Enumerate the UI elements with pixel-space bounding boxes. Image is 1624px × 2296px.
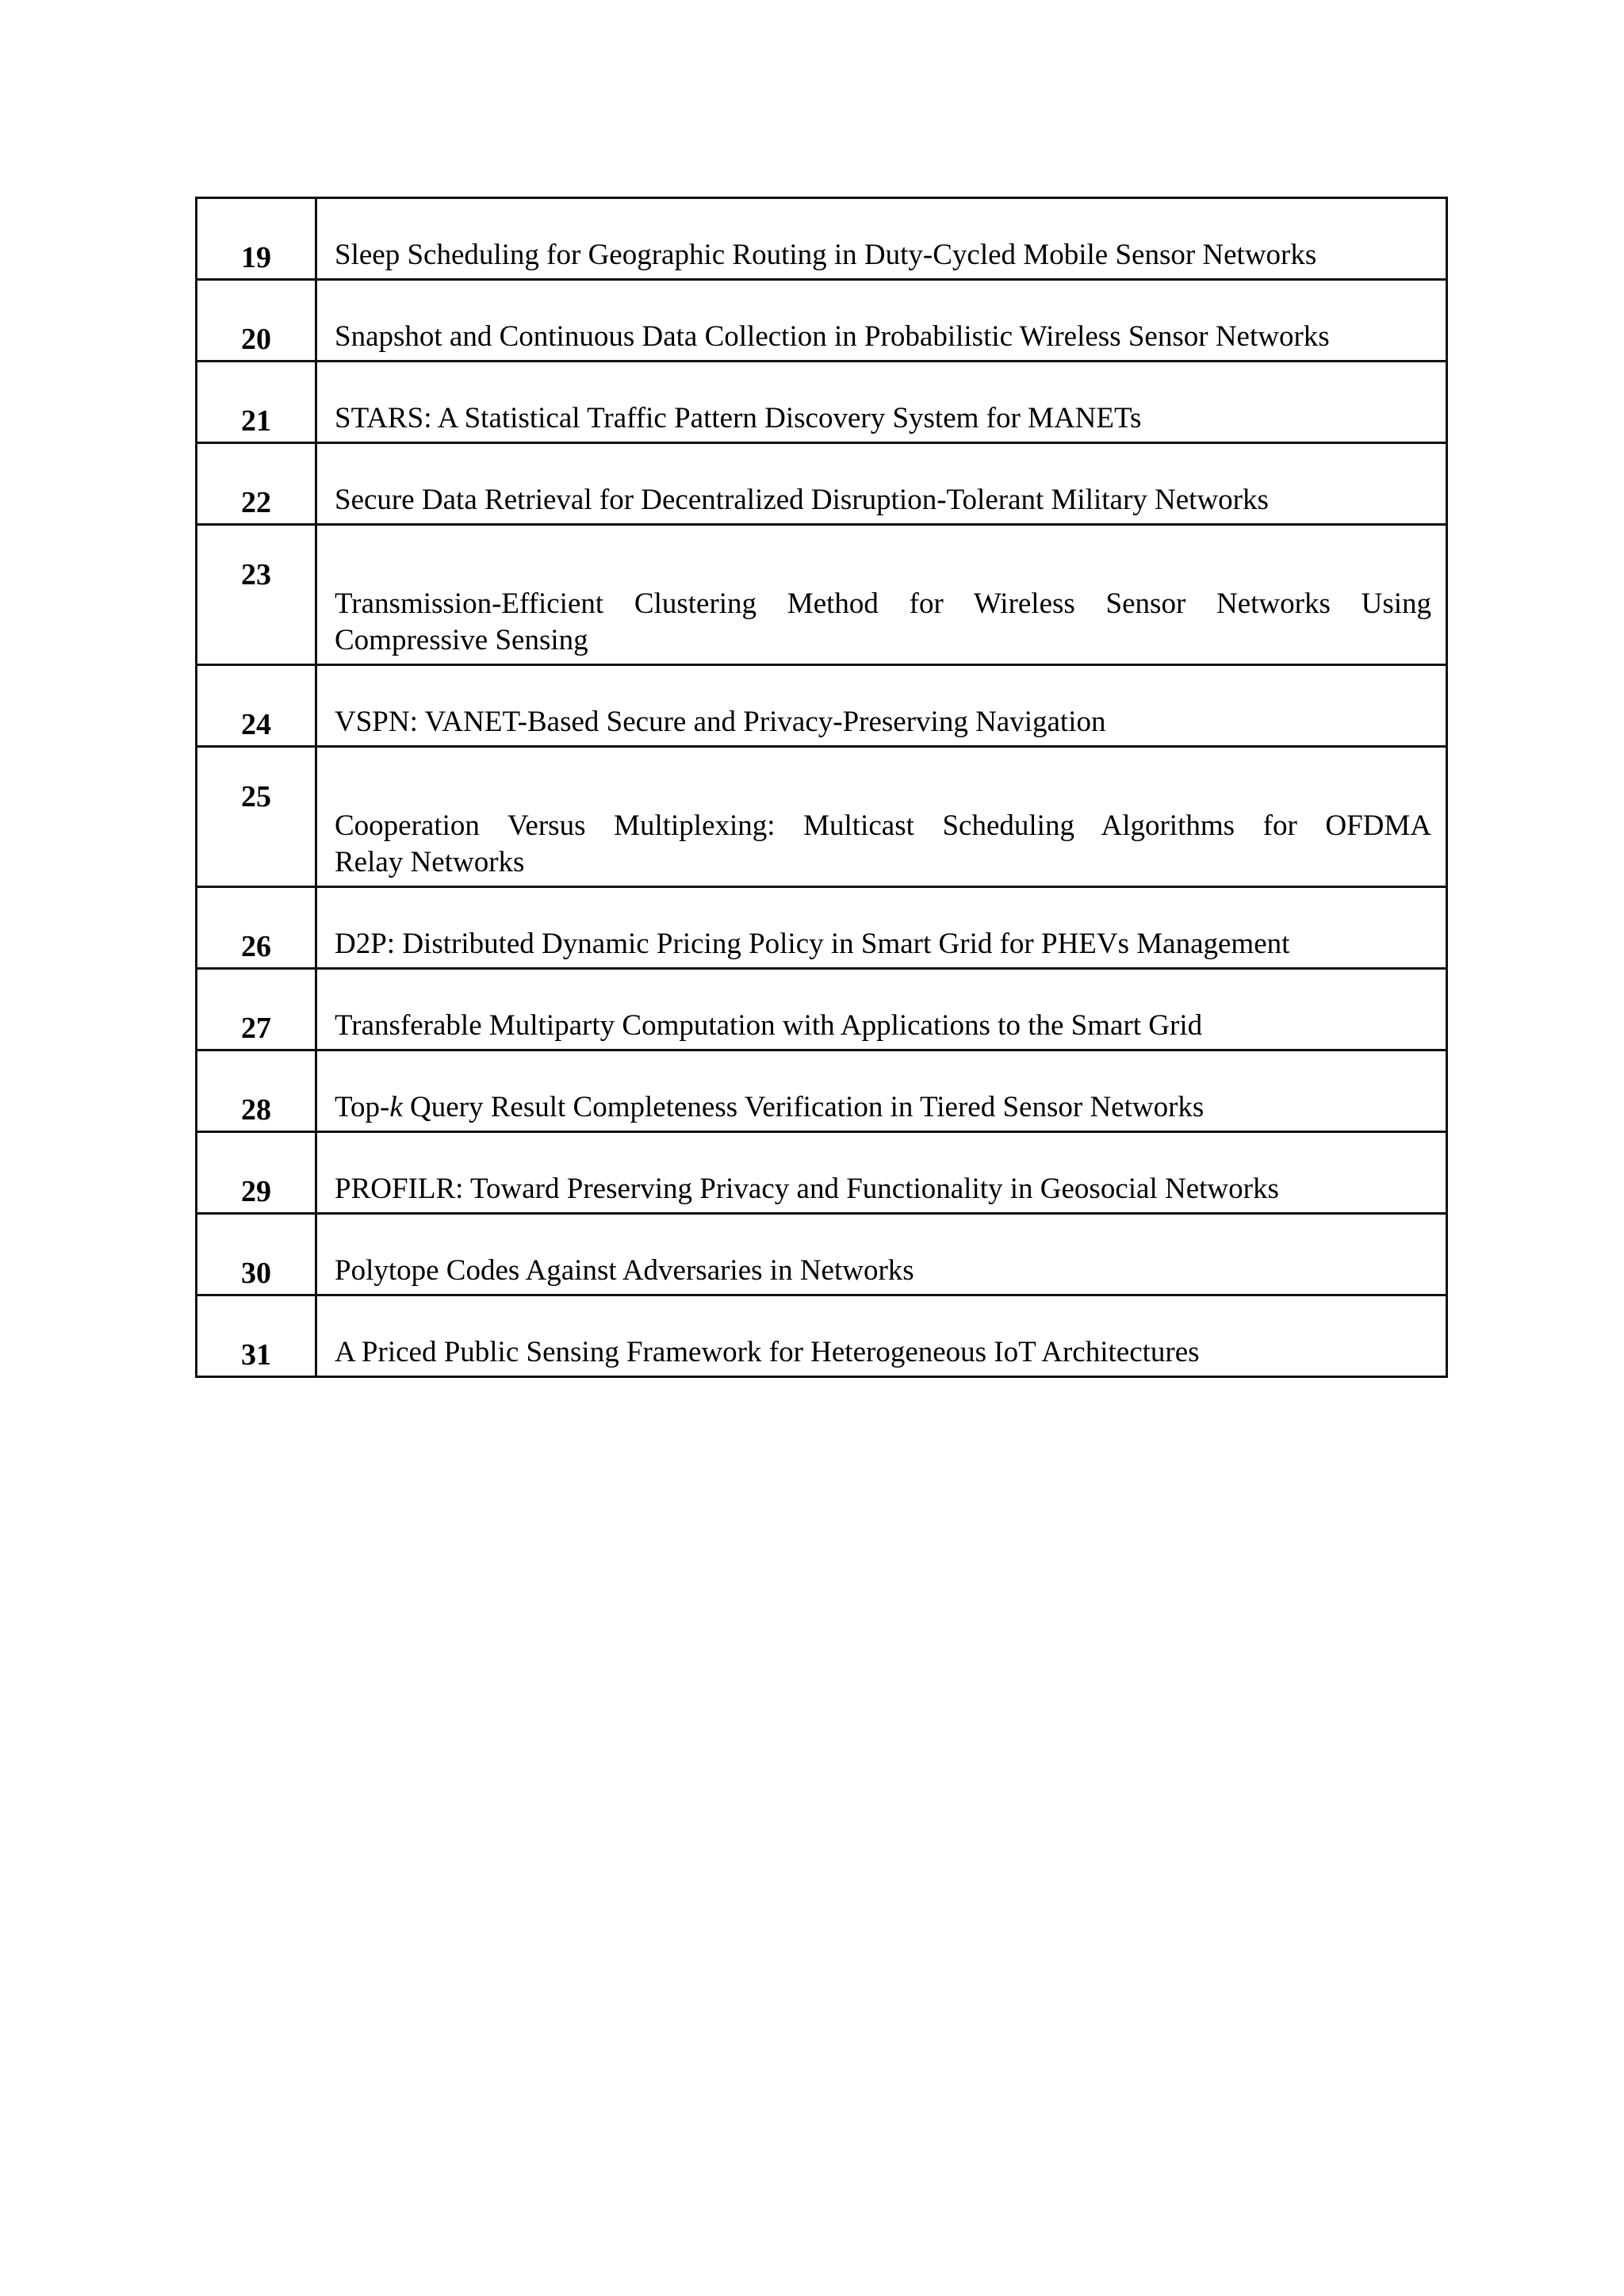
- project-list-table: [195, 197, 1448, 1378]
- table-row: [197, 198, 1447, 280]
- row-number: 28: [197, 1050, 316, 1132]
- row-number: 25: [197, 747, 316, 887]
- table-row: [197, 665, 1447, 747]
- project-title-line: Transmission-Efficient Clustering Method for Wireless Sensor Networks Using: [335, 587, 1431, 620]
- project-title: [316, 747, 1447, 887]
- table-row: [197, 1132, 1447, 1214]
- row-number: 24: [197, 665, 316, 747]
- project-title-italic: k: [389, 1091, 403, 1123]
- table-row: [197, 887, 1447, 969]
- project-title: PROFILR: Toward Preserving Privacy and Functionality in Geosocial Networks: [316, 1132, 1447, 1214]
- project-title: [316, 1050, 1447, 1132]
- project-title: Secure Data Retrieval for Decentralized Disruption-Tolerant Military Networks: [316, 443, 1447, 525]
- project-title-line: Compressive Sensing: [335, 624, 588, 656]
- row-number: 19: [197, 198, 316, 280]
- row-number: 26: [197, 887, 316, 969]
- project-title: VSPN: VANET-Based Secure and Privacy-Preserving Navigation: [316, 665, 1447, 747]
- table-row: [197, 1050, 1447, 1132]
- project-title: Sleep Scheduling for Geographic Routing in Duty-Cycled Mobile Sensor Networks: [316, 198, 1447, 280]
- table-row: [197, 1295, 1447, 1377]
- project-title: D2P: Distributed Dynamic Pricing Policy in Smart Grid for PHEVs Management: [316, 887, 1447, 969]
- project-title: Snapshot and Continuous Data Collection in Probabilistic Wireless Sensor Networks: [316, 280, 1447, 362]
- row-number: 20: [197, 280, 316, 362]
- table-row: [197, 747, 1447, 887]
- table-row: [197, 969, 1447, 1050]
- project-title: Polytope Codes Against Adversaries in Networks: [316, 1214, 1447, 1295]
- row-number: 30: [197, 1214, 316, 1295]
- project-title: A Priced Public Sensing Framework for Heterogeneous IoT Architectures: [316, 1295, 1447, 1377]
- table-row: [197, 443, 1447, 525]
- project-title-line: Relay Networks: [335, 846, 525, 878]
- row-number: 21: [197, 362, 316, 443]
- table-row: [197, 280, 1447, 362]
- table-row: [197, 525, 1447, 665]
- project-title-suffix: Query Result Completeness Verification in Tiered Sensor Networks: [402, 1091, 1205, 1123]
- row-number: 27: [197, 969, 316, 1050]
- row-number: 31: [197, 1295, 316, 1377]
- row-number: 23: [197, 525, 316, 665]
- table-row: [197, 1214, 1447, 1295]
- project-title: [316, 525, 1447, 665]
- row-number: 29: [197, 1132, 316, 1214]
- project-title-line: Cooperation Versus Multiplexing: Multicast Scheduling Algorithms for OFDMA: [335, 809, 1431, 842]
- row-number: 22: [197, 443, 316, 525]
- project-title-prefix: Top-: [335, 1091, 390, 1123]
- project-title: Transferable Multiparty Computation with Applications to the Smart Grid: [316, 969, 1447, 1050]
- project-title: STARS: A Statistical Traffic Pattern Discovery System for MANETs: [316, 362, 1447, 443]
- table-row: [197, 362, 1447, 443]
